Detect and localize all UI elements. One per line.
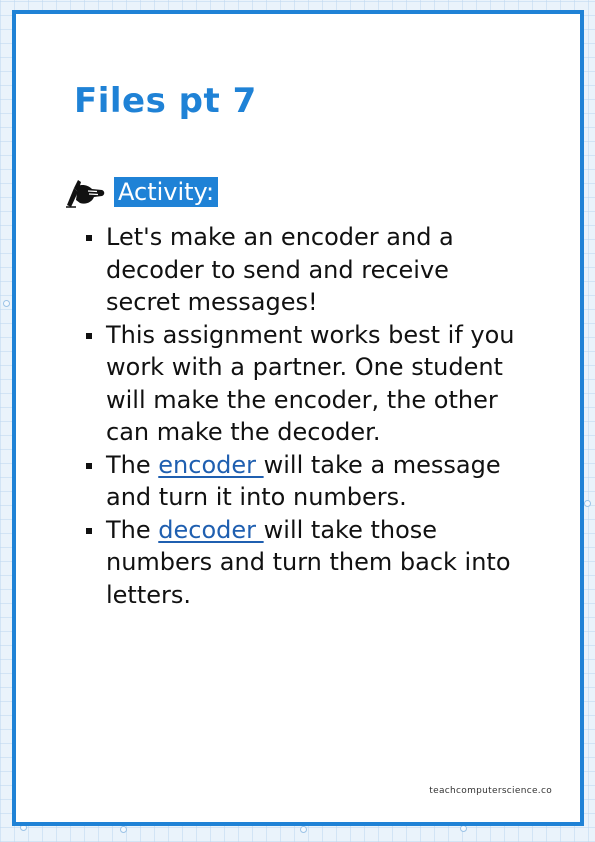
bullet-text-before: The [106,515,159,544]
writing-hand-icon [64,176,106,208]
circuit-dot [460,825,467,832]
bullet-square-icon [86,528,92,534]
circuit-dot [120,826,127,833]
bullet-square-icon [86,463,92,469]
keyword-decoder: decoder [158,515,264,544]
bullet-text-after: will take a message and turn it into numbers. [106,450,501,511]
list-item [78,514,518,612]
bullet-text-after: will take those numbers and turn them back into letters. [106,515,511,609]
bullet-square-icon [86,333,92,339]
bullet-text: This assignment works best if you work with a partner. One student will make the encoder, the other can make the decoder. [106,320,515,446]
bullet-text: Let's make an encoder and a decoder to send and receive secret messages! [106,223,454,316]
activity-header [64,174,218,210]
list-item [78,319,518,449]
list-item [78,221,518,319]
bullet-square-icon [86,235,92,241]
list-item [78,449,518,514]
circuit-dot [3,300,10,307]
circuit-dot [584,500,591,507]
bullet-text-before: The [106,450,159,479]
activity-bullet-list [78,221,518,611]
footer-website: teachcomputerscience.co [429,786,552,796]
activity-label: Activity: [114,177,218,207]
page-title: Files pt 7 [74,81,257,121]
circuit-dot [300,826,307,833]
keyword-encoder: encoder [158,450,264,479]
slide-card [12,10,584,826]
